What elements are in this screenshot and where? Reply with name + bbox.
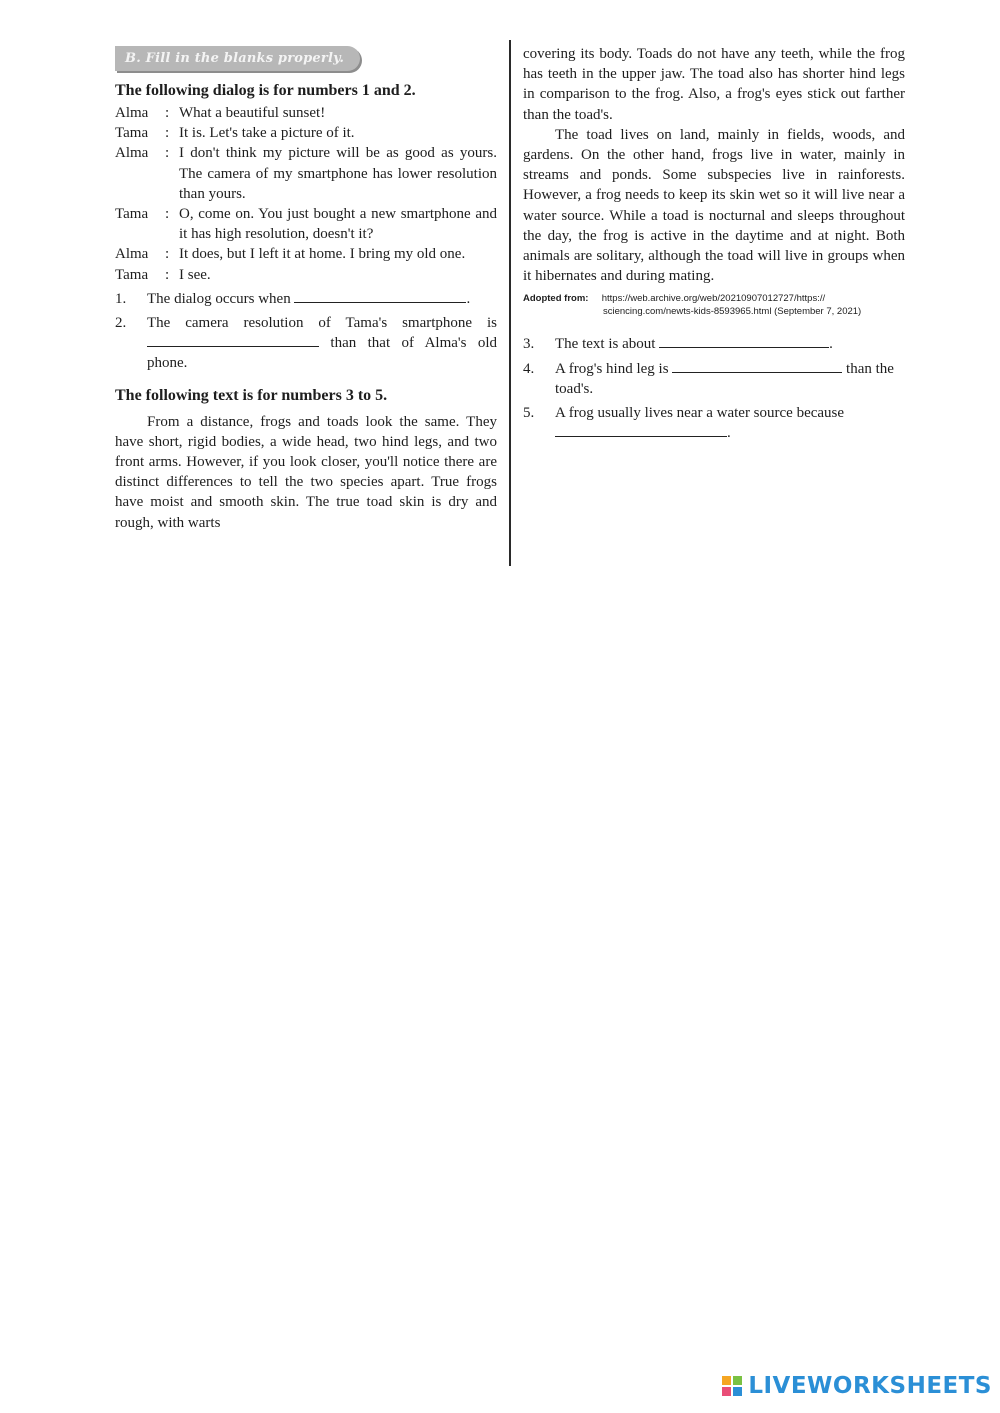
dialog-line xyxy=(115,265,497,285)
answer-blank-2[interactable] xyxy=(147,334,319,347)
speaker: Alma xyxy=(115,145,149,162)
speaker: Alma xyxy=(115,246,149,263)
question-body xyxy=(147,289,497,309)
line-text: O, come on. You just bought a new smartphone and it has high resolution, doesn't it? xyxy=(179,206,497,243)
speaker: Alma xyxy=(115,105,149,121)
question-text: A frog usually lives near a water source because xyxy=(555,405,845,422)
dialog-line xyxy=(115,123,497,143)
citation-url-1: https://web.archive.org/web/20210907012727/https:// xyxy=(601,293,826,305)
logo-mark-icon xyxy=(722,1373,744,1399)
answer-blank-5[interactable] xyxy=(555,424,727,437)
question-end: than that of Alma's old phone. xyxy=(147,335,497,372)
dialog-line xyxy=(115,143,497,204)
question-body xyxy=(555,334,905,354)
question-3 xyxy=(523,334,905,354)
dialog-line xyxy=(115,103,497,123)
left-column xyxy=(115,46,497,533)
question-text: A frog's hind leg is xyxy=(555,360,669,377)
colon: : xyxy=(165,246,170,263)
question-number: 2. xyxy=(115,315,127,332)
colon: : xyxy=(165,125,170,142)
question-number: 3. xyxy=(523,336,535,353)
citation-label: Adopted from: xyxy=(523,293,589,305)
question-end: than the toad's. xyxy=(555,360,894,397)
section-heading: B. Fill in the blanks properly. xyxy=(115,46,360,71)
line-text: I don't think my picture will be as good as yours. The camera of my smartphone has lower resolution than yours. xyxy=(179,145,497,202)
line-text: I see. xyxy=(179,266,211,283)
question-number: 4. xyxy=(523,360,535,377)
question-number: 1. xyxy=(115,290,127,307)
answer-blank-4[interactable] xyxy=(672,360,842,373)
line-text: It is. Let's take a picture of it. xyxy=(179,125,355,142)
passage-paragraph-1: From a distance, frogs and toads look the same. They have short, rigid bodies, a wide head, two hind legs, and two front arms. However, if you look closer, you'll notice there are distinct differences to tell the two species apart. True frogs have moist and smooth skin. The true toad skin is dry and rough, with warts xyxy=(115,413,497,531)
answer-blank-1[interactable] xyxy=(294,290,466,303)
question-4 xyxy=(523,359,905,399)
text-intro: The following text is for numbers 3 to 5. xyxy=(115,386,388,404)
passage-paragraph-1-continued: covering its body. Toads do not have any teeth, while the frog has teeth in the upper jaw. The toad also has shorter hind legs in comparison to the frog. Also, a frog's eyes stick out farther than the toad's. xyxy=(523,46,905,123)
brand-name: LIVEWORKSHEETS xyxy=(748,1373,992,1399)
question-body xyxy=(147,313,497,374)
colon: : xyxy=(165,206,170,223)
right-column xyxy=(523,44,905,443)
question-body xyxy=(555,359,905,399)
speaker: Tama xyxy=(115,266,149,283)
question-end: . xyxy=(829,336,833,353)
citation xyxy=(523,292,905,318)
passage-paragraph-2: The toad lives on land, mainly in fields, woods, and gardens. On the other hand, frogs live in water, mainly in streams and ponds. Some subspecies live in rainforests. However, a frog needs to keep its skin wet so it will live near a water source. While a toad is nocturnal and sleeps throughout the day, the frog is active in the daytime and at night. Both animals are solitary, although the toad will live in groups when it hibernates and during mating. xyxy=(523,126,905,285)
colon: : xyxy=(165,105,170,121)
question-number: 5. xyxy=(523,405,535,422)
question-2 xyxy=(115,313,497,374)
dialog-line xyxy=(115,244,497,264)
speaker: Tama xyxy=(115,125,149,142)
colon: : xyxy=(165,145,170,162)
question-body xyxy=(555,403,905,443)
question-1 xyxy=(115,289,497,309)
question-end: . xyxy=(727,425,731,442)
line-text: What a beautiful sunset! xyxy=(179,105,326,121)
question-5 xyxy=(523,403,905,443)
question-text: The text is about xyxy=(555,336,656,353)
dialog xyxy=(115,103,497,285)
question-text: The camera resolution of Tama's smartphone is xyxy=(147,315,497,332)
dialog-line xyxy=(115,204,497,244)
question-text: The dialog occurs when xyxy=(147,290,291,307)
colon: : xyxy=(165,266,170,283)
speaker: Tama xyxy=(115,206,149,223)
liveworksheets-logo xyxy=(722,1373,992,1399)
citation-url-2: sciencing.com/newts-kids-8593965.html (September 7, 2021) xyxy=(603,306,862,318)
dialog-intro: The following dialog is for numbers 1 and 2. xyxy=(115,82,416,99)
question-end: . xyxy=(466,290,471,307)
line-text: It does, but I left it at home. I bring my old one. xyxy=(179,246,466,263)
answer-blank-3[interactable] xyxy=(659,335,829,348)
column-divider xyxy=(509,40,511,566)
